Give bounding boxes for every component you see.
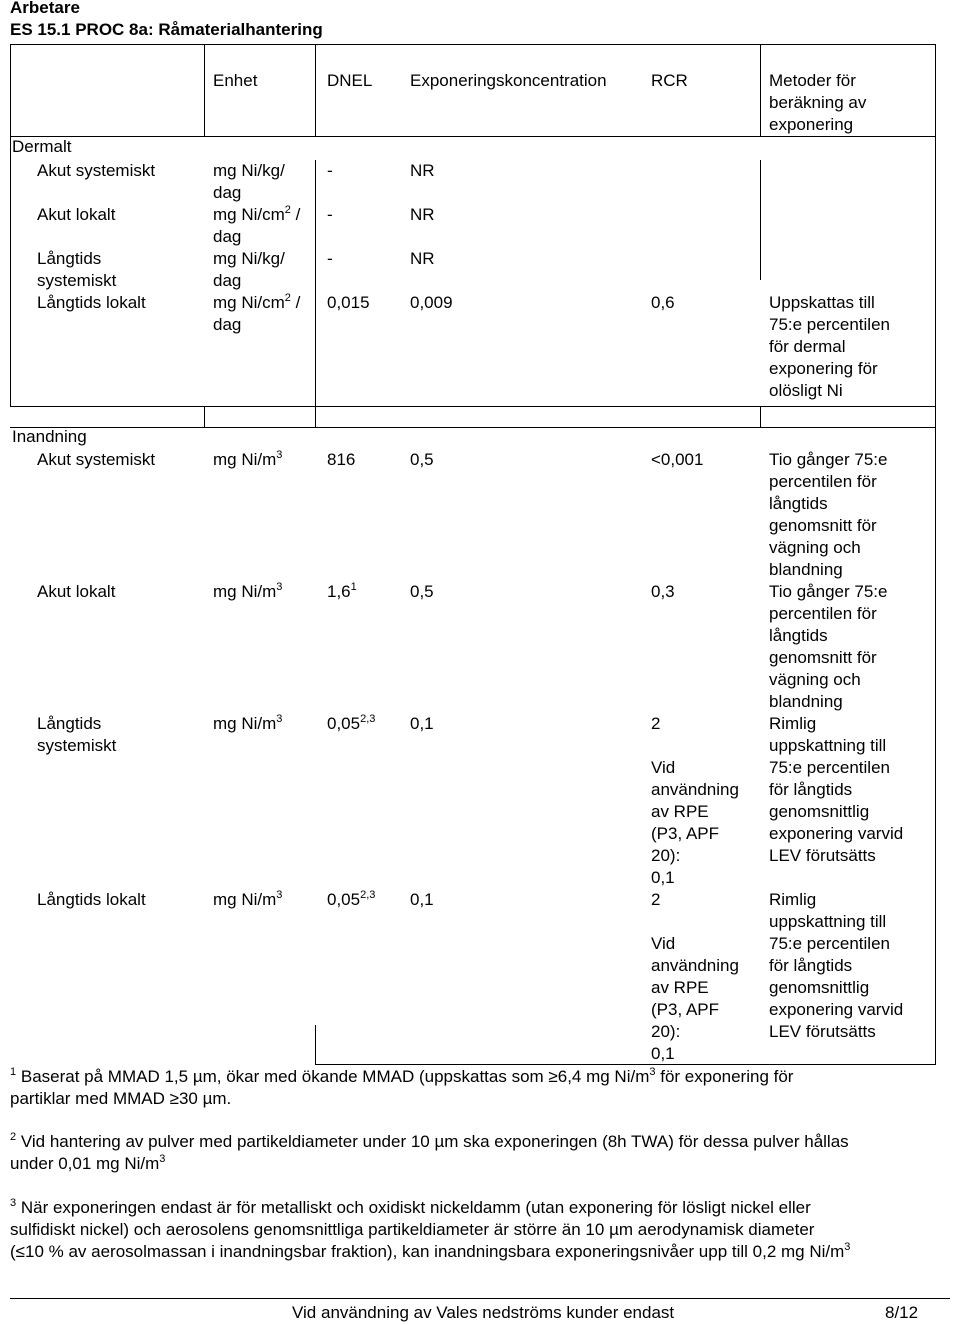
row-dnel: 0,05$^{2,3}$ (327, 713, 376, 733)
row-rcr: 0,3 (651, 582, 675, 601)
row-unit: mg $Ni/cm^2$ / dag (213, 204, 301, 246)
row-rcr: 0,6 (651, 293, 675, 312)
footnote-2: $^2$ Vid hantering av pulver med partikeldiameter under 10 µm ska exponeringen (8h TWA) för dessa pulver hållas under 0,01 mg $Ni/m^3$ (10, 1131, 849, 1173)
row-dnel: - (327, 161, 333, 180)
row-dnel: - (327, 249, 333, 268)
row-dnel: 0,015 (327, 293, 370, 312)
row-dnel: - (327, 205, 333, 224)
row-unit: mg $Ni/m^3$ (213, 889, 283, 909)
dermal-heading: Dermalt (12, 137, 72, 156)
footnote-1: $^1$ Baserat på MMAD 1,5 µm, ökar med ökande MMAD (uppskattas som ≥6,4 mg $Ni/m^3$ för exponering för partiklar med MMAD ≥30 µm. (10, 1066, 794, 1108)
col-header-conc: Exponeringskoncentration (410, 71, 607, 90)
col-header-rcr: RCR (651, 71, 688, 90)
row-label: Akut systemiskt (37, 450, 156, 469)
row-dnel: 816 (327, 450, 356, 469)
inhalation-heading: Inandning (12, 427, 87, 446)
row-label: Akut lokalt (37, 582, 116, 601)
row-unit: mg $Ni/m^3$ (213, 713, 283, 733)
row-conc: NR (410, 205, 435, 224)
row-conc: NR (410, 161, 435, 180)
row-conc: 0,1 (410, 714, 434, 733)
row-label: Långtids lokalt (37, 890, 146, 909)
section-label: Arbetare (10, 0, 80, 17)
row-method: Rimlig uppskattning till 75:e percentilen för långtids genomsnittlig exponering varvid LEV förutsätts (769, 714, 904, 865)
row-label: Långtids lokalt (37, 293, 146, 312)
row-method: Tio gånger 75:e percentilen för långtids genomsnitt för vägning och blandning (769, 582, 888, 711)
row-unit: mg $Ni/m^3$ (213, 449, 283, 469)
row-rcr: <0,001 (651, 450, 704, 469)
col-header-dnel: DNEL (327, 71, 373, 90)
row-unit: mg Ni/kg/ dag (213, 161, 285, 202)
col-header-unit: Enhet (213, 71, 258, 90)
row-method: Rimlig uppskattning till 75:e percentilen för långtids genomsnittlig exponering varvid LEV förutsätts (769, 890, 904, 1041)
row-dnel: 0,05$^{2,3}$ (327, 889, 376, 909)
row-unit: mg $Ni/m^3$ (213, 581, 283, 601)
footer-text: Vid användning av Vales nedströms kunder endast (292, 1303, 675, 1322)
footnote-3: $^3$ När exponeringen endast är för metalliskt och oxidiskt nickeldamm (utan exponering för lösligt nickel eller sulfidiskt nickel) och aerosolens genomsnittliga partikeldiameter är större än 10 µm aerodynamisk diameter (≤10 % av aerosolmassan i inandningsbar fraktion), kan inandningsbara exponeringsnivåer upp till 0,2 mg $Ni/m^3$ (10, 1197, 851, 1261)
row-method: Tio gånger 75:e percentilen för långtids genomsnitt för vägning och blandning (769, 450, 888, 579)
row-unit: mg $Ni/cm^2$ / dag (213, 292, 301, 334)
row-conc: 0,009 (410, 293, 453, 312)
row-method: Uppskattas till 75:e percentilen för dermal exponering för olösligt Ni (769, 293, 890, 400)
row-conc: 0,5 (410, 450, 434, 469)
row-label: Akut lokalt (37, 205, 116, 224)
row-label: Långtids systemiskt (37, 249, 117, 290)
row-rcr: 2 Vid användning av RPE (P3, APF 20): 0,1 (651, 890, 739, 1063)
page-number: 8/12 (885, 1303, 919, 1322)
row-rcr: 2 Vid användning av RPE (P3, APF 20): 0,1 (651, 714, 739, 887)
footer-divider (10, 1298, 950, 1299)
row-conc: 0,5 (410, 582, 434, 601)
col-header-method: Metoder för beräkning av exponering (769, 71, 867, 134)
row-label: Långtids systemiskt (37, 714, 117, 755)
row-unit: mg Ni/kg/ dag (213, 249, 285, 290)
row-dnel: $1,6^1$ (327, 581, 357, 601)
row-label: Akut systemiskt (37, 161, 156, 180)
row-conc: NR (410, 249, 435, 268)
row-conc: 0,1 (410, 890, 434, 909)
page-title: ES 15.1 PROC 8a: Råmaterialhantering (10, 20, 323, 39)
